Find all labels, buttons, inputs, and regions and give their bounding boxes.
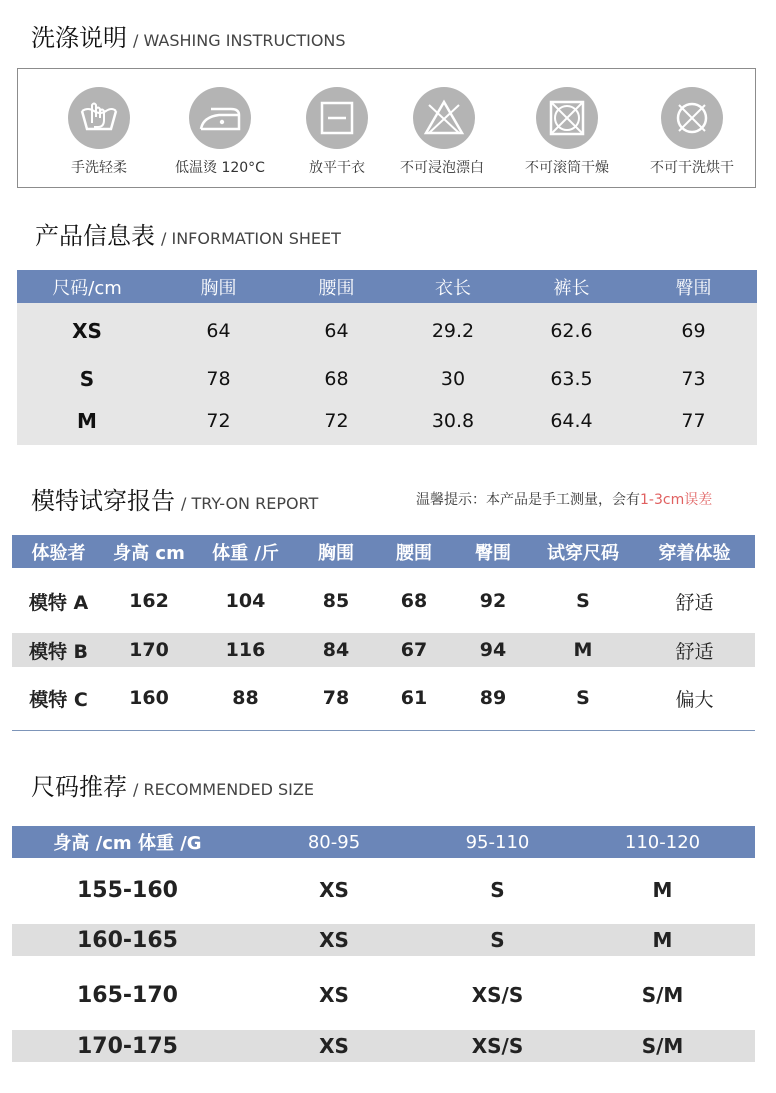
wash-item-iron [158, 69, 282, 187]
washing-panel [17, 68, 756, 188]
info-title-zh: 产品信息表 [35, 222, 155, 250]
table-cell: 偏大 [675, 688, 714, 711]
wash-label: 低温烫 120°C [175, 160, 265, 176]
table-cell: 68 [400, 590, 428, 612]
table-cell: 30.8 [431, 410, 475, 432]
table-cell: 68 [324, 368, 349, 390]
table-cell: 85 [322, 590, 350, 612]
table-cell: XS [319, 878, 349, 902]
notice-error-range: 1-3cm误差 [640, 492, 713, 508]
table-cell: 155-160 [77, 877, 178, 903]
no-tumble-dry-icon [536, 87, 598, 149]
table-cell: XS [319, 983, 349, 1007]
wash-label: 手洗轻柔 [71, 160, 127, 176]
iron-low-icon [189, 87, 251, 149]
table-cell: 160 [129, 687, 169, 709]
table-cell: 62.6 [550, 319, 593, 342]
table-cell: 170 [129, 639, 169, 661]
table-cell: 模特 B [28, 640, 89, 663]
washing-title [31, 18, 346, 53]
table-cell: 63.5 [550, 368, 593, 390]
recommend-table-header [12, 826, 755, 858]
tryon-title-en: / TRY-ON REPORT [181, 494, 319, 513]
table-cell: S/M [641, 983, 684, 1007]
measurement-notice [416, 489, 712, 509]
tryon-title [31, 481, 318, 516]
table-cell: M [652, 928, 673, 952]
table-cell: S [576, 590, 590, 612]
table-cell: M [573, 639, 593, 661]
table-cell: 160-165 [77, 927, 178, 953]
column-header: 胸围 [200, 277, 237, 299]
wash-item-no-dry-clean [630, 69, 754, 187]
column-header: 裤长 [553, 277, 590, 299]
table-cell: 116 [225, 639, 266, 661]
hand-wash-icon [68, 87, 130, 149]
column-header: 试穿尺码 [547, 542, 619, 564]
info-table-header [17, 270, 757, 303]
table-cell: S [576, 687, 590, 709]
table-cell: 69 [681, 319, 706, 342]
column-header: 身高 /cm 体重 /G [53, 833, 202, 854]
washing-title-en: / WASHING INSTRUCTIONS [133, 31, 346, 50]
column-header: 穿着体验 [658, 542, 731, 564]
dry-flat-icon [306, 87, 368, 149]
info-title-en: / INFORMATION SHEET [161, 229, 341, 248]
column-header: 身高 cm [113, 542, 185, 564]
washing-title-zh: 洗涤说明 [31, 24, 127, 52]
table-cell: XS [72, 318, 102, 343]
recommend-title-en: / RECOMMENDED SIZE [133, 780, 314, 799]
table-cell: 72 [324, 410, 349, 432]
table-row [12, 977, 755, 1013]
recommend-title [31, 767, 314, 802]
table-cell: S [79, 367, 95, 391]
column-header: 110-120 [624, 831, 701, 853]
table-cell: 30 [440, 368, 466, 390]
wash-label: 不可滚筒干燥 [525, 160, 609, 176]
wash-item-hand-wash [37, 69, 161, 187]
notice-text: 温馨提示：本产品是手工测量，会有 [416, 492, 640, 508]
table-cell: S [490, 928, 505, 952]
info-title [35, 216, 341, 251]
table-cell: 78 [206, 368, 231, 390]
wash-item-no-bleach [380, 69, 504, 187]
column-header: 腰围 [318, 277, 355, 299]
table-cell: XS/S [471, 1034, 524, 1058]
column-header: 臀围 [475, 542, 511, 564]
column-header: 95-110 [465, 831, 530, 853]
table-row [12, 681, 755, 715]
tryon-title-zh: 模特试穿报告 [31, 487, 175, 515]
table-cell: 162 [129, 590, 169, 612]
table-cell: 94 [479, 639, 507, 661]
table-row [12, 584, 755, 618]
table-cell: 舒适 [675, 640, 714, 663]
tryon-table-header [12, 535, 755, 568]
column-header: 体重 /斤 [212, 542, 279, 564]
table-row [12, 872, 755, 908]
table-row [12, 924, 755, 956]
table-cell: 29.2 [431, 319, 475, 342]
table-cell: 61 [400, 687, 428, 709]
info-table-body [17, 303, 757, 445]
wash-label: 不可干洗烘干 [650, 160, 734, 176]
table-divider [12, 730, 755, 731]
table-cell: M [652, 878, 673, 902]
table-cell: 舒适 [675, 591, 714, 614]
table-row [12, 1030, 755, 1062]
table-cell: S/M [641, 1034, 684, 1058]
table-cell: 88 [232, 687, 259, 709]
column-header: 臀围 [675, 277, 712, 299]
wash-label: 放平干衣 [309, 160, 365, 176]
wash-item-no-tumble [505, 69, 629, 187]
table-cell: 84 [322, 639, 350, 661]
table-cell: 67 [400, 639, 428, 661]
table-cell: 78 [322, 687, 350, 709]
table-cell: M [77, 409, 97, 433]
table-cell: 64 [324, 319, 349, 342]
table-cell: 73 [681, 368, 706, 390]
column-header: 胸围 [318, 542, 354, 564]
no-bleach-icon [413, 87, 475, 149]
table-cell: XS [319, 1034, 349, 1058]
table-cell: 77 [681, 410, 706, 432]
table-cell: 104 [225, 590, 266, 612]
column-header: 衣长 [435, 277, 471, 299]
column-header: 尺码/cm [52, 277, 122, 299]
table-cell: 165-170 [77, 982, 178, 1008]
table-cell: XS [319, 928, 349, 952]
table-cell: 模特 C [29, 688, 88, 711]
table-cell: 89 [479, 687, 507, 709]
table-cell: S [490, 878, 505, 902]
column-header: 腰围 [396, 542, 432, 564]
table-cell: 92 [479, 590, 507, 612]
table-cell: 72 [206, 410, 231, 432]
column-header: 体验者 [31, 542, 86, 564]
table-cell: 模特 A [28, 591, 89, 614]
table-cell: 170-175 [77, 1033, 178, 1059]
column-header: 80-95 [307, 831, 361, 853]
table-cell: 64.4 [550, 410, 593, 432]
table-cell: 64 [206, 319, 231, 342]
recommend-title-zh: 尺码推荐 [31, 773, 127, 801]
table-row [12, 633, 755, 667]
wash-label: 不可浸泡漂白 [400, 160, 484, 176]
no-dry-clean-icon [661, 87, 723, 149]
table-cell: XS/S [471, 983, 524, 1007]
